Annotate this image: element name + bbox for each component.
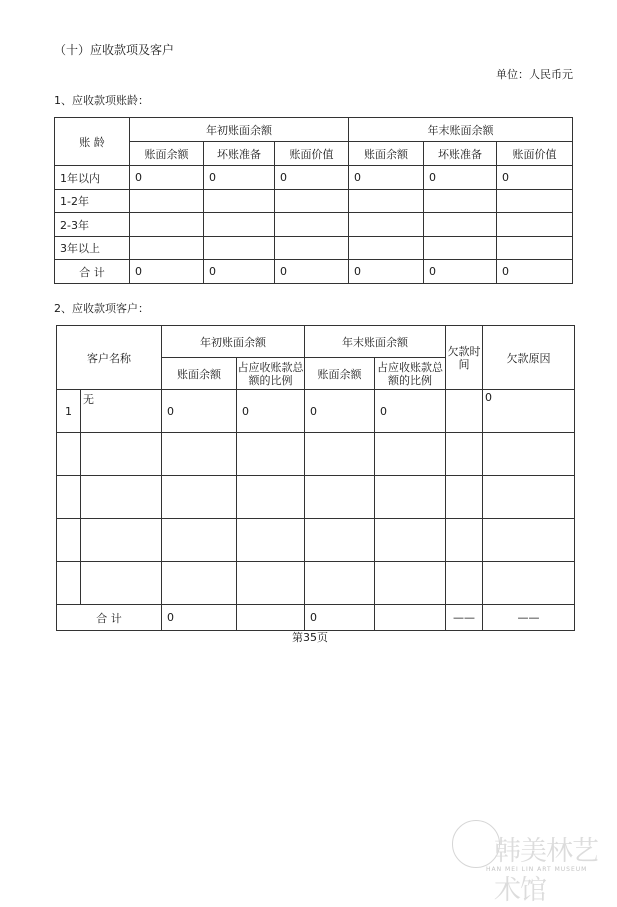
header-book-balance: 账面余额 [305,358,375,390]
table-cell [446,390,483,433]
row-label: 2-3年 [55,213,130,237]
table-cell: 0 [424,166,497,190]
table-cell [204,213,275,237]
table-row [55,260,573,284]
row-label: 1-2年 [55,190,130,213]
row-number: 1 [57,390,81,433]
table-cell: 0 [130,166,204,190]
watermark-caption: HAN MEI LIN ART MUSEUM [486,866,588,873]
total-begin-balance: 0 [162,605,237,631]
table-cell [497,213,573,237]
table-cell [275,190,349,213]
header-book-balance: 账面余额 [130,142,204,166]
aging-title: 1、应收款项账龄： [54,94,149,107]
table-cell: 0 [497,166,573,190]
table-cell: 0 [275,260,349,284]
table-cell [497,190,573,213]
header-arrears-time-line2: 间 [458,357,470,371]
table-cell: 0 [349,260,424,284]
customers-title: 2、应收款项客户： [54,302,149,315]
watermark-seal [452,820,500,868]
table-cell: 0 [162,390,237,433]
table-row [57,433,575,476]
aging-table [54,117,573,284]
page-number: 第35页 [292,631,328,644]
table-cell: 0 [349,166,424,190]
total-label: 合 计 [55,260,130,284]
table-row [57,390,575,433]
total-end-balance: 0 [305,605,375,631]
header-ratio-line1: 占应收账款总 [377,360,443,374]
header-arrears-time [446,326,483,390]
table-cell: 0 [204,166,275,190]
header-book-value: 账面价值 [275,142,349,166]
table-row [55,213,573,237]
unit-label: 单位：人民币元 [496,68,573,81]
table-row [55,190,573,213]
table-cell: 0 [497,260,573,284]
table-cell [349,213,424,237]
header-bad-debt: 坏账准备 [424,142,497,166]
table-cell [349,237,424,260]
table-cell: 0 [130,260,204,284]
header-ratio-line2: 额的比例 [248,373,293,387]
header-ratio-line2: 额的比例 [388,373,432,387]
table-cell: 0 [305,390,375,433]
total-label: 合 计 [57,605,162,631]
row-label: 3年以上 [55,237,130,260]
table-cell: 0 [483,390,575,433]
header-arrears-time-line1: 欠款时 [447,344,481,358]
watermark-logo: 韩美林艺术馆 [494,836,598,906]
section-title: （十）应收款项及客户 [54,43,175,57]
total-time: —— [446,605,483,631]
header-ratio [375,358,446,390]
header-bad-debt: 坏账准备 [204,142,275,166]
header-book-balance: 账面余额 [349,142,424,166]
table-cell [424,190,497,213]
customers-table [56,325,575,631]
table-cell: 0 [237,390,305,433]
table-cell: 0 [204,260,275,284]
header-begin-group: 年初账面余额 [130,118,349,142]
total-row [57,605,575,631]
table-cell [424,213,497,237]
header-customer-name: 客户名称 [57,326,162,390]
header-book-balance: 账面余额 [162,358,237,390]
table-row [57,476,575,519]
customer-name: 无 [81,390,162,433]
table-cell: 0 [375,390,446,433]
table-cell [130,190,204,213]
table-cell [204,190,275,213]
total-reason: —— [483,605,575,631]
header-ratio-line1: 占应收账款总 [237,360,304,374]
table-cell [204,237,275,260]
header-end-group: 年末账面余额 [305,326,446,358]
table-cell [130,213,204,237]
table-row [55,237,573,260]
header-end-group: 年末账面余额 [349,118,573,142]
table-cell: 0 [275,166,349,190]
table-cell [275,237,349,260]
header-begin-group: 年初账面余额 [162,326,305,358]
header-ratio [237,358,305,390]
table-row [57,519,575,562]
table-row [57,562,575,605]
table-row [55,166,573,190]
table-cell [130,237,204,260]
table-cell [424,237,497,260]
table-cell [497,237,573,260]
header-book-value: 账面价值 [497,142,573,166]
header-arrears-reason: 欠款原因 [483,326,575,390]
header-age: 账 龄 [55,118,130,166]
table-cell [275,213,349,237]
table-cell [349,190,424,213]
table-cell: 0 [424,260,497,284]
row-label: 1年以内 [55,166,130,190]
